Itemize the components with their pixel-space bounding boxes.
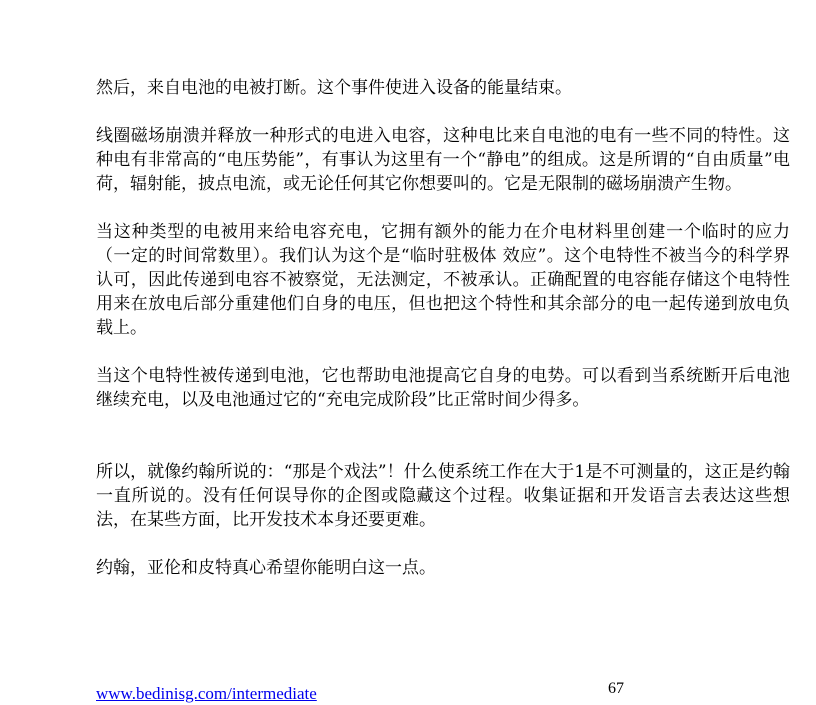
- paragraph-2: 线圈磁场崩溃并释放一种形式的电进入电容，这种电比来自电池的电有一些不同的特性。这种电有非常高的“电压势能”，有事认为这里有一个“静电”的组成。这是所谓的“自由质量”电荷，辐射能，披点电流，或无论任何其它你想要叫的。它是无限制的磁场崩溃产生物。: [96, 126, 790, 194]
- paragraph-3: 当这种类型的电被用来给电容充电，它拥有额外的能力在介电材料里创建一个临时的应力（一定的时间常数里）。我们认为这个是“临时驻极体 效应”。这个电特性不被当今的科学界认可，因此传递到电容不被察觉，无法测定，不被承认。正确配置的电容能存储这个电特性用来在放电后部分重建他们自身的电压，但也把这个特性和其余部分的电一起传递到放电负载上。: [96, 222, 790, 338]
- paragraph-6: 约翰，亚伦和皮特真心希望你能明白这一点。: [96, 558, 436, 578]
- website-link[interactable]: www.bedinisg.com/intermediate: [96, 684, 317, 703]
- paragraph-4: 当这个电特性被传递到电池，它也帮助电池提高它自身的电势。可以看到当系统断开后电池继续充电，以及电池通过它的“充电完成阶段”比正常时间少得多。: [96, 366, 790, 410]
- document-body: [96, 76, 790, 580]
- paragraph-1: 然后，来自电池的电被打断。这个事件使进入设备的能量结束。: [96, 78, 572, 98]
- paragraph-5: 所以，就像约翰所说的：“那是个戏法”！什么使系统工作在大于1是不可测量的，这正是约翰一直所说的。没有任何误导你的企图或隐藏这个过程。收集证据和开发语言去表达这些想法，在某些方面，比开发技术本身还要更难。: [96, 462, 790, 530]
- page-number: 67: [608, 680, 624, 697]
- page-footer: [96, 680, 720, 704]
